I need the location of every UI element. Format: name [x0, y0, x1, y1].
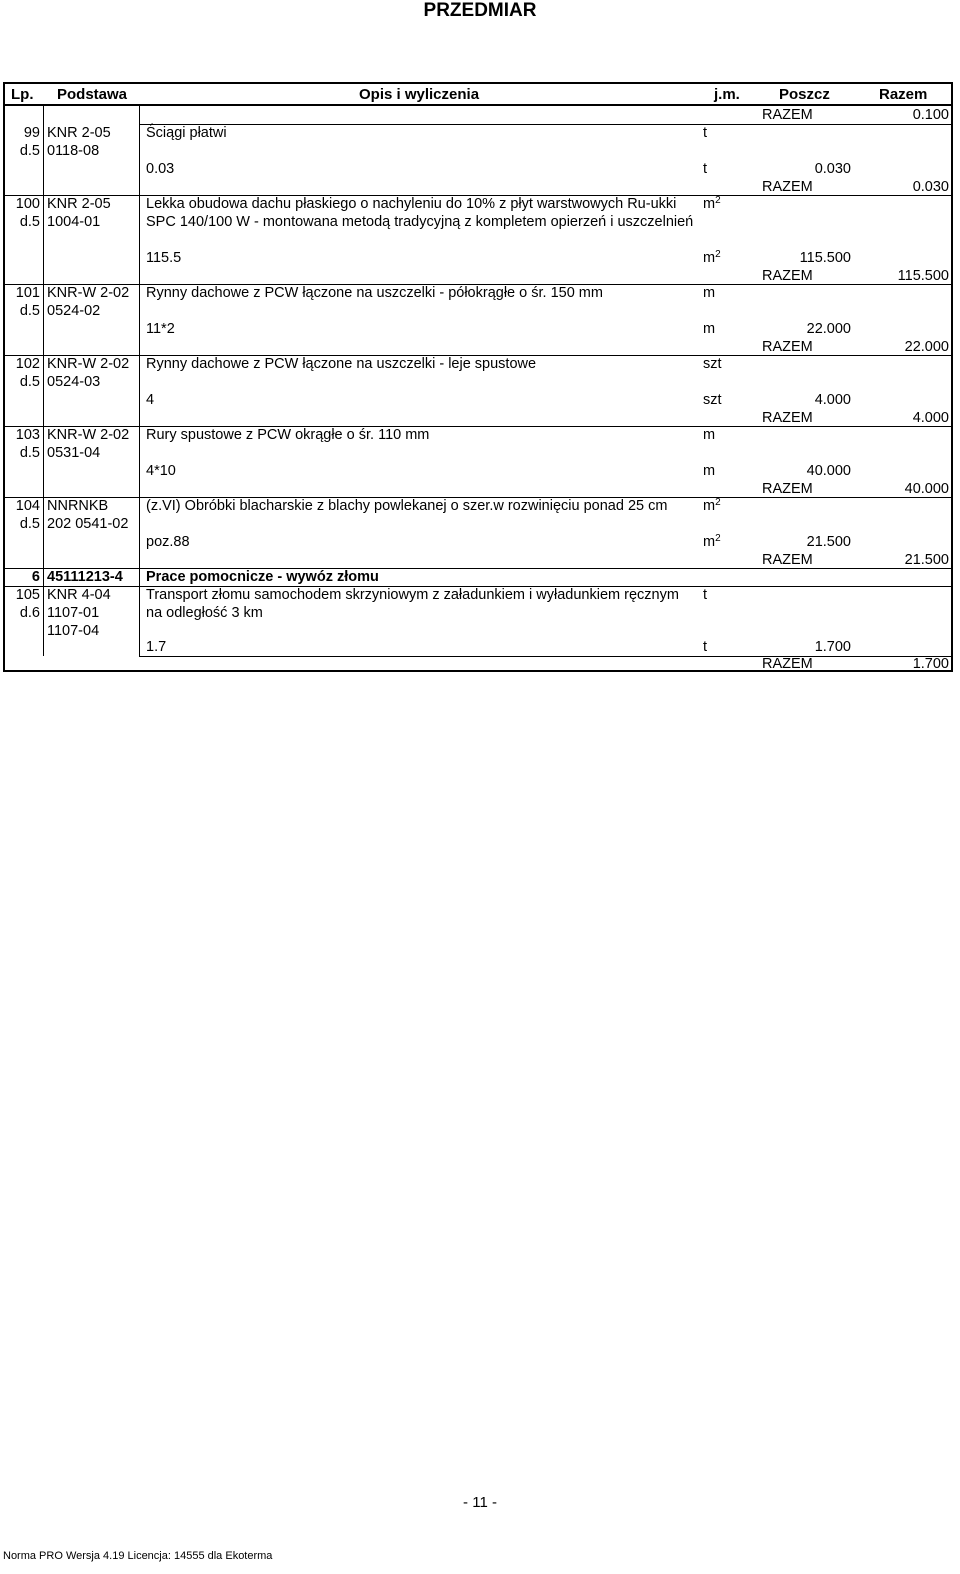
header-opis: Opis i wyliczenia — [359, 86, 480, 103]
row-calc-unit: szt — [703, 392, 722, 408]
row-lp-sub: d.5 — [19, 303, 40, 319]
row-lp: 104 — [15, 498, 40, 514]
row-poszcz: 4.000 — [814, 392, 851, 408]
license-footer: Norma PRO Wersja 4.19 Licencja: 14555 dla Ekoterma — [3, 1550, 273, 1562]
unit-exponent: 2 — [715, 249, 721, 260]
row-calc: 4 — [146, 392, 155, 408]
row-calc-unit: t — [703, 639, 708, 655]
row-calc-unit: $m^2$ — [703, 533, 721, 550]
table-header — [5, 84, 951, 106]
header-razem: Razem — [879, 86, 928, 103]
row-basis-code: 1107-04 — [47, 623, 100, 639]
razem-value: 1.700 — [912, 656, 949, 672]
razem-value: 0.100 — [912, 107, 949, 123]
row-calc: 0.03 — [146, 161, 175, 177]
razem-value: 4.000 — [912, 410, 949, 426]
row-basis: NNRNKB — [47, 498, 109, 514]
section-lp: 6 — [31, 569, 40, 585]
row-lp: 100 — [15, 196, 40, 212]
row-lp: 101 — [15, 285, 40, 301]
row-description: Rury spustowe z PCW okrągłe o śr. 110 mm — [146, 427, 430, 443]
col-divider — [139, 106, 140, 656]
row-description: Lekka obudowa dachu płaskiego o nachyleniu do 10% z płyt warstwowych Ru-ukki SPC 140/100 W - montowana metodą tradycyjną z kompletem opierzeń i uszczelnień — [146, 196, 694, 230]
row-divider — [139, 656, 951, 657]
col-divider — [43, 106, 44, 656]
header-jm: j.m. — [714, 86, 740, 103]
row-calc-unit: t — [703, 161, 708, 177]
row-basis: KNR-W 2-02 — [47, 285, 130, 301]
row-basis-code: 0118-08 — [47, 143, 100, 159]
razem-label: RAZEM — [762, 656, 813, 672]
row-description: Ściągi płatwi — [146, 125, 227, 141]
razem-label: RAZEM — [762, 179, 813, 195]
razem-value: 22.000 — [904, 339, 949, 355]
row-lp: 103 — [15, 427, 40, 443]
row-calc-unit: $m^2$ — [703, 249, 721, 266]
razem-label: RAZEM — [762, 107, 813, 123]
row-poszcz: 0.030 — [814, 161, 851, 177]
section-title: Prace pomocnicze - wywóz złomu — [146, 569, 379, 585]
row-unit: $m^2$ — [703, 195, 721, 212]
section-code: 45111213-4 — [47, 569, 123, 585]
estimate-table — [3, 82, 953, 672]
razem-value: 40.000 — [904, 481, 949, 497]
row-poszcz: 1.700 — [814, 639, 851, 655]
row-unit: szt — [703, 356, 722, 372]
row-description: Transport złomu samochodem skrzyniowym z załadunkiem i wyładunkiem ręcznym na odległość 3 km — [146, 587, 679, 621]
row-lp-sub: d.5 — [19, 143, 40, 159]
header-poszcz: Poszcz — [779, 86, 830, 103]
row-unit: t — [703, 125, 708, 141]
row-lp: 105 — [15, 587, 40, 603]
unit-exponent: 2 — [715, 195, 721, 206]
unit-exponent: 2 — [715, 497, 721, 508]
row-basis-code: 0524-03 — [47, 374, 101, 390]
row-calc: 1.7 — [146, 639, 167, 655]
razem-label: RAZEM — [762, 410, 813, 426]
row-calc-unit: m — [703, 463, 716, 479]
row-lp-sub: d.6 — [19, 605, 40, 621]
razem-value: 115.500 — [897, 268, 949, 284]
row-calc: 11*2 — [146, 321, 175, 337]
row-lp: 99 — [23, 125, 40, 141]
row-unit: m — [703, 285, 716, 301]
row-calc: poz.88 — [146, 534, 190, 550]
unit-exponent: 2 — [715, 533, 721, 544]
row-basis-code: 1004-01 — [47, 214, 101, 230]
row-poszcz: 40.000 — [806, 463, 851, 479]
row-basis-code: 0524-02 — [47, 303, 101, 319]
row-poszcz: 21.500 — [806, 534, 851, 550]
row-description: Rynny dachowe z PCW łączone na uszczelki - leje spustowe — [146, 356, 537, 372]
row-description: (z.VI) Obróbki blacharskie z blachy powlekanej o szer.w rozwinięciu ponad 25 cm — [146, 498, 668, 514]
row-lp-sub: d.5 — [19, 214, 40, 230]
row-unit: t — [703, 587, 708, 603]
razem-value: 21.500 — [904, 552, 949, 568]
row-calc: 115.5 — [146, 250, 182, 266]
row-basis: KNR 4-04 — [47, 587, 111, 603]
razem-label: RAZEM — [762, 481, 813, 497]
razem-label: RAZEM — [762, 268, 813, 284]
row-basis: KNR 2-05 — [47, 125, 111, 141]
header-podstawa: Podstawa — [57, 86, 128, 103]
page-number: - 11 - — [463, 1494, 497, 1511]
row-calc: 4*10 — [146, 463, 176, 479]
row-basis: KNR-W 2-02 — [47, 427, 130, 443]
row-basis-code: 0531-04 — [47, 445, 101, 461]
razem-label: RAZEM — [762, 339, 813, 355]
row-lp-sub: d.5 — [19, 445, 40, 461]
row-poszcz: 22.000 — [806, 321, 851, 337]
row-poszcz: 115.500 — [799, 250, 851, 266]
row-basis: KNR-W 2-02 — [47, 356, 130, 372]
row-basis-code: 202 0541-02 — [47, 516, 129, 532]
row-basis: KNR 2-05 — [47, 196, 111, 212]
header-lp: Lp. — [11, 86, 34, 103]
page-title: PRZEDMIAR — [423, 0, 537, 21]
razem-value: 0.030 — [912, 179, 949, 195]
row-lp-sub: d.5 — [19, 374, 40, 390]
row-unit: m — [703, 427, 716, 443]
row-lp: 102 — [15, 356, 40, 372]
row-description: Rynny dachowe z PCW łączone na uszczelki - półokrągłe o śr. 150 mm — [146, 285, 603, 301]
row-basis-code: 1107-01 — [47, 605, 100, 621]
row-unit: $m^2$ — [703, 497, 721, 514]
razem-label: RAZEM — [762, 552, 813, 568]
row-lp-sub: d.5 — [19, 516, 40, 532]
row-calc-unit: m — [703, 321, 716, 337]
